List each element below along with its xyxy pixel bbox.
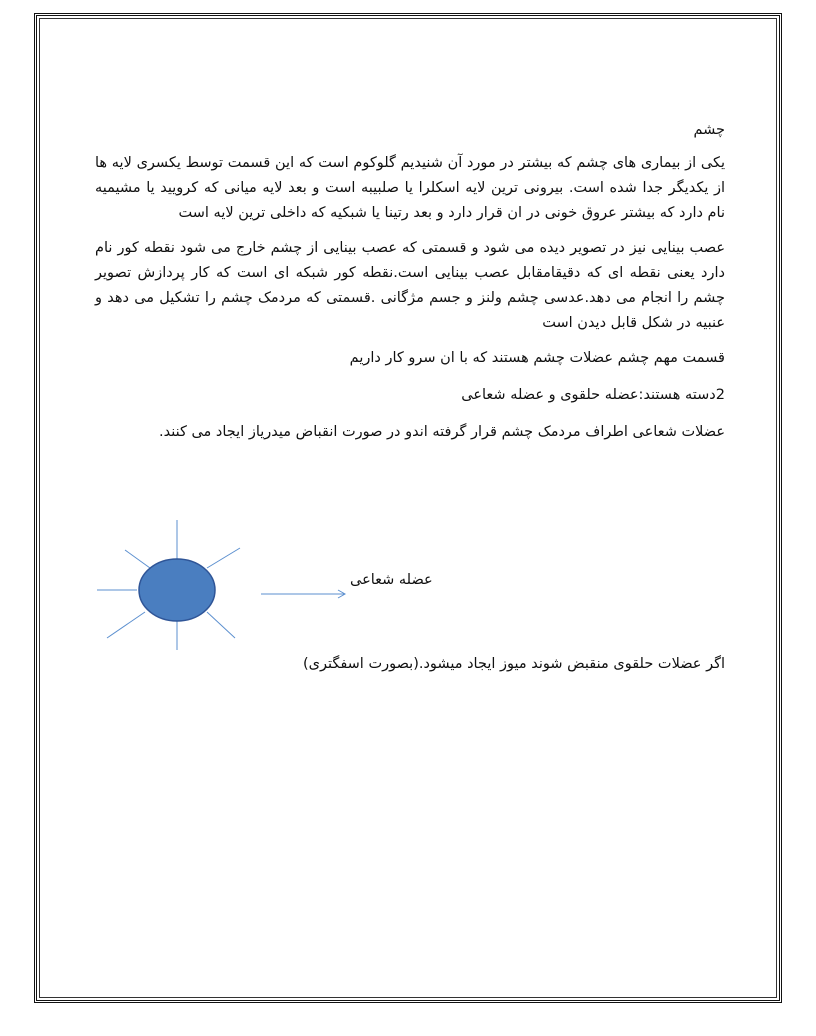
label-arrow: [261, 590, 345, 598]
paragraph-optic-nerve: عصب بینایی نیز در تصویر دیده می شود و قسمتی که عصب بینایی از چشم خارج می شود نقطه کور نام دارد یعنی نقطه ای که دقیقامقابل عصب بینایی است.نقطه کور شبکه ای است که کار پردازش تصویر چشم را انجام می دهد.عدسی چشم ولنز و جسم مژگانی .قسمتی که مردمک چشم را تشکیل می دهد و عنبیه در شکل قابل دیدن است: [95, 240, 725, 331]
paragraph-circular-muscles: اگر عضلات حلقوی منقبض شوند میوز ایجاد میشود.(بصورت اسفگتری): [302, 656, 725, 672]
ray-lower-right: [207, 612, 235, 638]
paragraph-glaucoma-layers: یکی از بیماری های چشم که بیشتر در مورد آن شنیدیم گلوکوم است که این قسمت توسط یکسری لایه ها از یکدیگر جدا شده است. بیرونی ترین لایه اسکلرا یا صلبیبه است و بعد لایه میانی که کرویید یا مشیمیه نام دارد که بیشتر عروق خونی در ان قرار دارد و بعد رتینا یا شبکیه که داخلی ترین لایه است: [95, 155, 725, 221]
paragraph-muscle-types: 2دسته هستند:عضله حلقوی و عضله شعاعی: [461, 387, 725, 403]
paragraph-eye-muscles: قسمت مهم چشم عضلات چشم هستند که با ان سرو کار داریم: [349, 350, 725, 366]
document-body: [95, 118, 725, 455]
ray-upper-right: [207, 548, 240, 568]
ray-upper-left: [125, 550, 150, 568]
document-title: چشم: [693, 122, 725, 138]
radial-muscle-label: عضله شعاعی: [350, 572, 433, 588]
ray-lower-left: [107, 612, 145, 638]
pupil-ellipse: [139, 559, 215, 621]
paragraph-radial-muscles: عضلات شعاعی اطراف مردمک چشم قرار گرفته اندو در صورت انقباض میدریاز ایجاد می کنند.: [158, 424, 725, 440]
